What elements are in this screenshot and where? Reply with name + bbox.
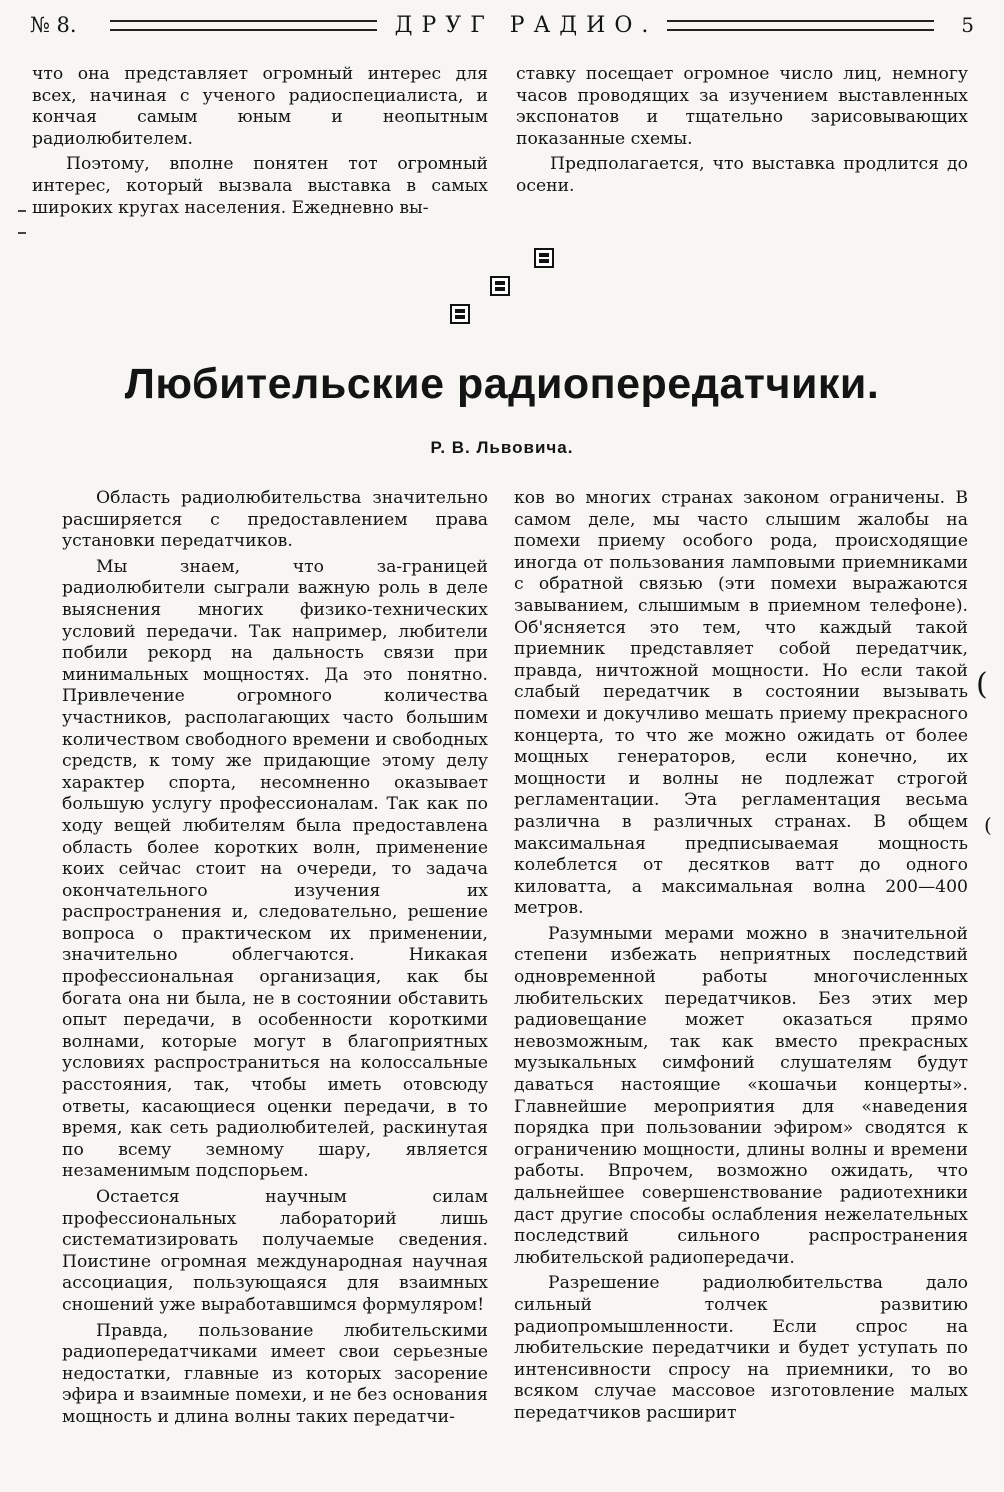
paragraph: Остается научным силам профессиональных лабораторий лишь систематизировать получаемые сведения. Поистине огромная международная научная ассоциация, пользующаяся для взаимных сношений уже выработавшимся формуляром! (62, 1187, 488, 1315)
article-right-column (514, 488, 968, 1425)
paragraph: Мы знаем, что за-границей радиолюбители сыграли важную роль в деле выяснения многих физико-технических условий передачи. Так например, любители побили рекорд на дальность связи при минимальных мощностях. Да это понятно. Привлечение огромного количества участников, располагающих часто большим количеством свободного времени и свободных средств, к тому же придающие этому делу характер спорта, несомненно оказывает большую услугу профессионалам. Так как по ходу вещей любителям была предоставлена область более коротких волн, применение коих сейчас стоит на очереди, то задача окончательного изучения их распространения и, следовательно, решение вопроса о практическом их применении, значительно облегчаются. Никакая профессиональная организация, как бы богата она ни была, не в состоянии обставить опыт передачи, в особенности короткими волнами, которые могут в благоприятных условиях распространиться на колоссальные расстояния, так, чтобы иметь отовсюду ответы, касающиеся оценки передачи, в то время, как сеть радиолюбителей, раскинутая по всему земному шару, является незаменимым подспорьем. (62, 556, 488, 1182)
paragraph: что она представляет огромный интерес для всех, начиная с ученого радиоспециалиста, и кончая самым юным и неопытным радиолюбителем. (32, 64, 488, 149)
issue-number: № 8. (30, 13, 77, 37)
journal-title: ДРУГ РАДИО. (394, 12, 658, 38)
margin-bracket-mark: ( (976, 667, 988, 702)
paragraph: Область радиолюбительства значительно расширяется с предоставлением права установки передатчиков. (62, 488, 488, 552)
page-header (30, 8, 974, 42)
header-rule-right (667, 20, 934, 31)
article-title: Любительские радиопередатчики. (124, 360, 880, 408)
paragraph: Предполагается, что выставка продлится до осени. (516, 154, 968, 196)
margin-bracket-mark: ( (984, 813, 992, 837)
paragraph: Разрешение радиолюбительства дало сильный толчек развитию радиопромышленности. Если спрос на любительские передатчики и будет уступать по интенсивности спросу на приемники, то во всяком случае массовое изготовление малых передатчиков расширит (514, 1273, 968, 1423)
paragraph: Поэтому, вполне понятен тот огромный интерес, который вызвала выставка в самых широких кругах населения. Ежедневно вы- (32, 154, 488, 218)
page-number: 5 (961, 13, 974, 37)
paragraph: ков во многих странах законом ограничены. В самом деле, мы часто слышим жалобы на помехи приему особого рода, происходящие иногда от пользования ламповыми приемниками с обратной связью (эти помехи выражаются завыванием, слышимым в приемном телефоне). Об'ясняется это тем, что каждый такой приемник представляет собой передатчик, правда, ничтожной мощности. Но если такой слабый передатчик в состоянии вызывать помехи и докучливо мешать приему прекрасного концерта, то что же можно ожидать от более мощных генераторов, если конечно, их мощности и волны не подлежат строгой регламентации. Эта регламентация весьма различна в различных странах. В общем максимальная предписываемая мощность колеблется от десятков ватт до одного киловатта, а максимальная волна 200—400 метров. (514, 488, 968, 919)
paragraph: Правда, пользование любительскими радиопередатчиками имеет свои серьезные недостатки, главные из которых засорение эфира и взаимные помехи, и не без основания мощность и длина волны таких передатчи- (62, 1320, 488, 1427)
paragraph: Разумными мерами можно в значительной степени избежать неприятных последствий одновременной работы многочисленных любительских передатчиков. Без этих мер радиовещание может оказаться прямо невозможным, так как вместо прекрасных музыкальных симфоний слушателям будут даваться настоящие «кошачьи концерты». Главнейшие мероприятия для «наведения порядка при пользовании эфиром» сводятся к ограничению мощности, длины волны и времени работы. Впрочем, возможно ожидать, что дальнейшее совершенствование радиотехники даст другие способы ослабления нежелательных последствий сильного распространения любительской радиопередачи. (514, 923, 968, 1268)
article-left-column (62, 488, 488, 1429)
margin-tick (18, 210, 26, 212)
previous-article-left-column (32, 64, 488, 219)
previous-article-right-column (516, 64, 968, 198)
margin-tick (18, 232, 26, 234)
ornament-square-icon (450, 304, 470, 324)
article-author: Р. В. Львовича. (430, 438, 574, 457)
ornament-square-icon (534, 248, 554, 268)
paragraph: ставку посещает огромное число лиц, немногу часов проводящих за изучением выставленных экспонатов и тщательно зарисовывающих показанные схемы. (516, 64, 968, 149)
header-rule-left (110, 20, 377, 31)
ornament-square-icon (490, 276, 510, 296)
